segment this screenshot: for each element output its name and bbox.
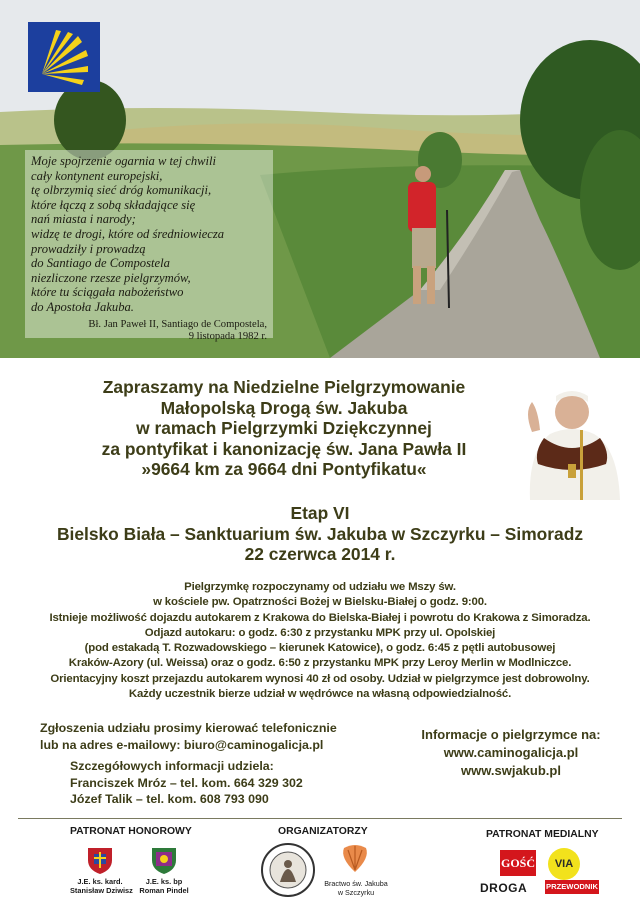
seal-icon [260,842,316,898]
website-link[interactable]: www.caminogalicja.pl [443,745,579,760]
headline-line: za pontyfikat i kanonizację św. Jana Pawła II [101,438,467,459]
info-label: Informacje o pielgrzymce na: [421,727,601,742]
quote-line: Moje spojrzenie ogarnia w tej chwili [31,154,217,168]
media-patronage-title: PATRONAT MEDIALNY [486,829,599,840]
stage-block [0,503,640,565]
quote-line: niezliczone rzesze pielgrzymów, [31,270,191,285]
organizers-title: ORGANIZATORZY [278,826,368,837]
details-line: Każdy uczestnik bierze udział w wędrówce na własną odpowiedzialność. [128,688,512,701]
brotherhood-krakow-seal [260,842,316,903]
quote-line: które łączą z sobą składające się [31,197,196,212]
patron-title: J.E. ks. kard. [77,877,123,886]
info-block [400,726,622,780]
patron-name: Stanisław Dziwisz [70,885,133,895]
stage-date: 22 czerwca 2014 r. [244,544,396,565]
details-line: w kościele pw. Opatrzności Bożej w Bielsku-Białej o godz. 9:00. [153,596,487,609]
contact-line: Zgłoszenia udziału prosimy kierować telefonicznie [40,721,337,735]
quote-line: widzę te drogi, które od średniowiecza [31,226,225,241]
scallop-shell-icon [28,22,100,92]
details-line: Pielgrzymkę rozpoczynamy od udziału we Mszy św. [184,581,456,593]
coat-of-arms-icon [86,846,114,876]
przewodnik-logo: PRZEWODNIK [545,880,599,894]
pope-figure-icon [510,372,634,500]
headline-line: w ramach Pielgrzymki Dziękczynnej [136,418,432,439]
contact-block [40,720,370,808]
headline-line: Zapraszamy na Niedzielne Pielgrzymowanie [102,377,466,397]
gosc-niedzielny-logo: GOŚĆ [500,850,536,876]
stage-route: Bielsko Biała – Sanktuarium św. Jakuba w Szczyrku – Simoradz [56,523,584,544]
contact-phone-line: Józef Talik – tel. kom. 608 793 090 [70,792,269,806]
headline-line: »9664 km za 9664 dni Pontyfikatu« [141,459,427,480]
cardinal-coat-of-arms [86,846,114,881]
honorary-patronage-title: PATRONAT HONOROWY [70,826,192,837]
website-link[interactable]: www.swjakub.pl [461,763,561,778]
bishop-coat-of-arms [150,846,178,881]
pope-portrait [510,372,634,500]
footer-divider [18,818,622,819]
quote-date: 9 listopada 1982 r. [188,330,267,342]
details-line: Kraków-Azory (ul. Weissa) oraz o godz. 6:50 z przystanku MPK przy Leroy Merlin w Modlniczce. [68,657,572,670]
quote-author: Bł. Jan Paweł II, Santiago de Compostela, [88,318,267,330]
organizer-name: Bractwo św. Jakuba [324,879,388,888]
quote-line: do Santiago de Compostela [31,256,170,271]
quote-box [25,150,273,342]
hero-photo [0,0,640,358]
quote-line: cały kontynent europejski, [31,168,163,183]
scallop-shell-logo [28,22,100,92]
patron-caption [134,878,194,895]
details-line: Odjazd autokaru: o godz. 6:30 z przystanku MPK przy ul. Opolskiej [144,626,496,639]
headline-line: Małopolską Drogą św. Jakuba [160,397,408,418]
contact-email-line: lub na adres e-mailowy: biuro@caminogalicja.pl [40,737,324,752]
patron-caption [70,877,133,895]
organizer-caption [318,880,394,897]
radio-via-logo: VIA [548,848,580,880]
droga-logo: DROGA [480,881,528,895]
quote-line: prowadziły i prowadzą [31,241,146,256]
quote-line: do Apostoła Jakuba. [31,299,134,314]
quote-line: tę olbrzymią sieć dróg komunikacji, [31,183,212,198]
details-line: (pod estakadą T. Rozwadowskiego – kierunek Katowice), o godz. 6:45 z pętli autobusowej [84,642,556,655]
patron-title: J.E. ks. bp [145,877,183,886]
details-line: Orientacyjny koszt przejazdu autokarem wynosi 40 zł od osoby. Udział w pielgrzymce jest dobrowolny. [50,672,590,685]
quote-line: które tu ściągała nabożeństwo [31,285,184,300]
contact-line: Szczegółowych informacji udziela: [70,759,274,773]
stage-name: Etap VI [290,503,350,523]
headline [60,377,508,480]
organizer-place: w Szczyrku [337,887,375,897]
details-block [0,580,640,702]
details-line: Istnieje możliwość dojazdu autokarem z Krakowa do Bielska-Białej i powrotu do Krakowa z Simoradza. [49,611,591,624]
coat-of-arms-icon [150,846,178,876]
scallop-shell-icon [338,842,372,874]
contact-phone-line: Franciszek Mróz – tel. kom. 664 329 302 [70,775,303,790]
quote-line: nań miasta i narody; [31,212,136,227]
patron-name: Roman Pindel [139,885,189,895]
szczyrk-brotherhood-logo [338,842,372,879]
